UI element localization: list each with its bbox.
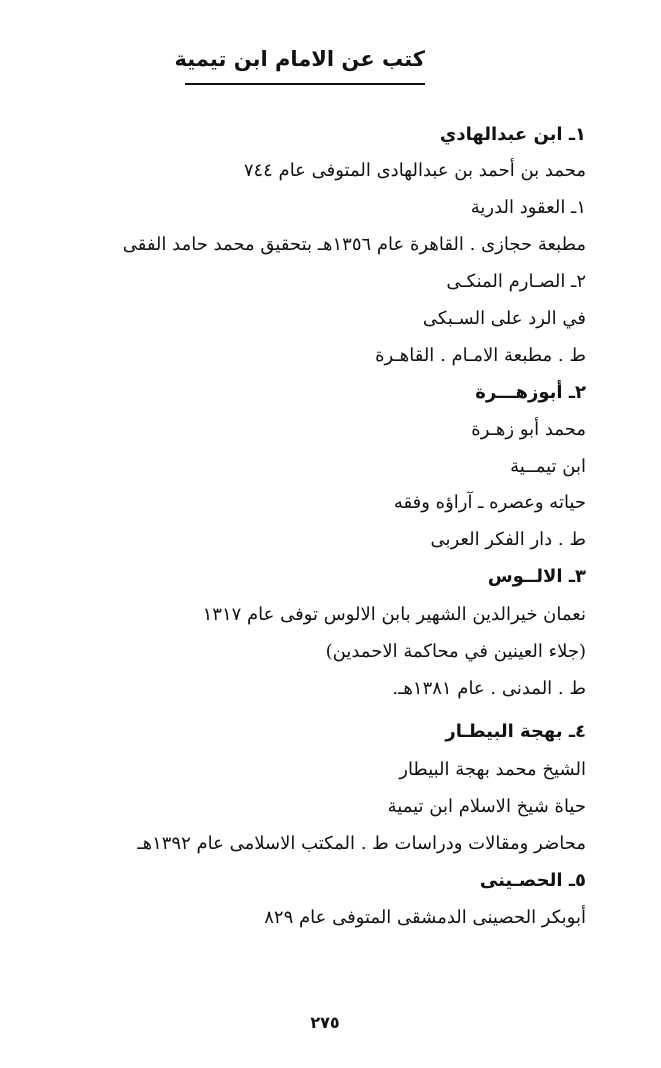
publication-line: ط . المدنى . عام ١٣٨١هـ. (392, 678, 586, 699)
section-heading-bitar: ٤ـ بهجة البيطـار (445, 721, 586, 742)
book-title-line: حياة شيخ الاسلام ابن تيمية (387, 796, 586, 817)
book-title-line: ٢ـ الصـارم المنكـى (446, 271, 586, 292)
page-number: ٢٧٥ (310, 1013, 340, 1032)
book-subtitle-line: حياته وعصره ـ آراؤه وفقه (393, 492, 586, 513)
publication-line: محاضر ومقالات ودراسات ط . المكتب الاسلامى عام ١٣٩٢هـ (137, 833, 586, 854)
section-heading-husaini: ٥ـ الحصـينى (479, 870, 586, 891)
book-title-line: ١ـ العقود الدرية (470, 197, 586, 218)
book-title-line: (جلاء العينين في محاكمة الاحمدين) (325, 641, 586, 662)
book-title-line: ابن تيمــية (510, 456, 586, 477)
section-heading-ibn-abdulhadi: ١ـ ابن عبدالهادي (439, 124, 586, 145)
author-line: أبوبكر الحصينى الدمشقى المتوفى عام ٨٢٩ (264, 907, 586, 928)
author-line: الشيخ محمد بهجة البيطار (399, 759, 586, 780)
book-subtitle-line: في الرد على السـبكى (422, 308, 586, 329)
page-title: كتب عن الامام ابن تيمية (174, 47, 425, 71)
section-heading-alusi: ٣ـ الالــوس (487, 566, 586, 587)
title-underline (185, 83, 425, 85)
section-heading-abu-zahra: ٢ـ أبوزهـــرة (475, 382, 586, 403)
author-line: محمد بن أحمد بن عبدالهادى المتوفى عام ٧٤٤ (243, 160, 586, 181)
publication-line: ط . دار الفكر العربى (430, 529, 586, 550)
author-line: محمد أبو زهـرة (471, 419, 586, 440)
publication-line: مطبعة حجازى . القاهرة عام ١٣٥٦هـ بتحقيق محمد حامد الفقى (122, 234, 586, 255)
author-line: نعمان خيرالدين الشهير بابن الالوس توفى عام ١٣١٧ (202, 604, 586, 625)
publication-line: ط . مطبعة الامـام . القاهـرة (375, 345, 586, 366)
